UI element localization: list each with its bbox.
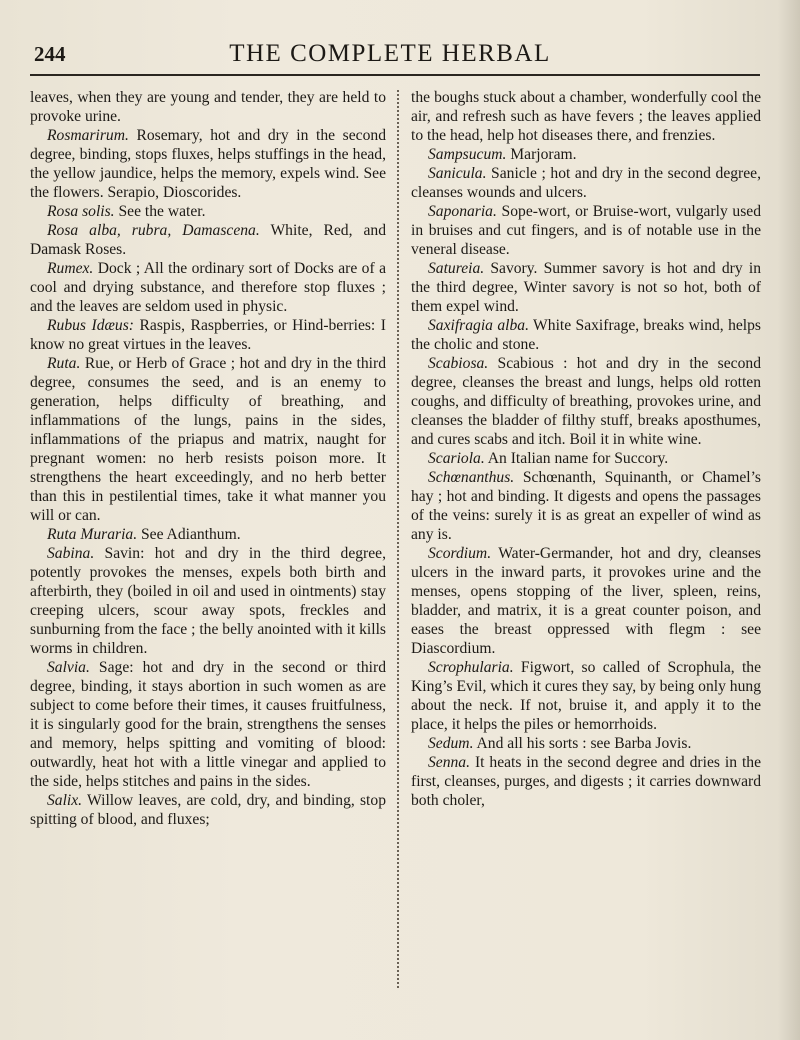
herb-entry (411, 753, 761, 810)
herb-entry (30, 221, 386, 259)
herb-entry (411, 145, 761, 164)
herb-latin-name: Scrophularia. (428, 659, 514, 676)
herb-entry (411, 259, 761, 316)
herb-entry (411, 354, 761, 449)
herb-entry (30, 126, 386, 202)
herb-entry (411, 164, 761, 202)
herb-latin-name: Scabiosa. (428, 355, 489, 372)
herb-latin-name: Sampsucum. (428, 146, 507, 163)
herb-description: Savin: hot and dry in the third degree, potently provokes the menses, expels both birth and afterbirth, they (boiled in oil and used in ointments) stay creeping ulcers, scour away spots, freckles and sunburning from the face ; the belly anointed with it kills worms in children. (30, 545, 386, 657)
running-head: THE COMPLETE HERBAL (229, 40, 551, 67)
herb-latin-name: Sanicula. (428, 165, 487, 182)
column-divider (397, 90, 399, 988)
herb-description: Sanicle ; hot and dry in the second degree, cleanses wounds and ulcers. (411, 165, 761, 201)
herb-entry (30, 658, 386, 791)
herb-description: Rosemary, hot and dry in the second degree, binding, stops fluxes, helps stuffings in the head, the yellow jaundice, helps the memory, expels wind. See the flowers. Serapio, Dioscorides. (30, 127, 386, 201)
herb-entry (30, 544, 386, 658)
herb-description: Scabious : hot and dry in the second degree, cleanses the breast and lungs, helps old rotten coughs, and difficulty of breathing, provokes urine, and cleanses the bladder of filthy stuff, breaks aposthumes, and cures scabs and itch. Boil it in white wine. (411, 355, 761, 448)
herb-latin-name: Scariola. (428, 450, 485, 467)
herb-description: And all his sorts : see Barba Jovis. (473, 735, 692, 752)
herb-description: leaves, when they are young and tender, they are held to provoke urine. (30, 89, 386, 125)
herb-latin-name: Saponaria. (428, 203, 497, 220)
herb-description: White, Red, and Damask Roses. (30, 222, 386, 258)
herb-entry (30, 791, 386, 829)
herb-latin-name: Salvia. (47, 659, 90, 676)
herb-entry (30, 259, 386, 316)
herb-description: the boughs stuck about a chamber, wonderfully cool the air, and refresh such as have fevers ; the leaves applied to the head, help hot diseases there, and frenzies. (411, 89, 761, 144)
herb-latin-name: Rosa alba, rubra, Damascena. (47, 222, 260, 239)
herb-entry (30, 354, 386, 525)
herb-description: See the water. (114, 203, 206, 220)
herb-description: It heats in the second degree and dries in the first, cleanses, purges, and digests ; it carries downward both choler, (411, 754, 761, 809)
herb-description: Rue, or Herb of Grace ; hot and dry in the third degree, consumes the seed, and is an enemy to generation, helps difficulty of breathing, and inflammations of the lungs, pains in the sides, inflammations of the priapus and matrix, naught for pregnant women: no herb resists poison more. It strengthens the heart exceedingly, and no herb better than this in pestilential times, take it what manner you will or can. (30, 355, 386, 524)
herb-entry (411, 734, 761, 753)
herb-entry (411, 544, 761, 658)
page-edge-shadow (778, 0, 800, 1040)
herb-description: White Saxifrage, breaks wind, helps the cholic and stone. (411, 317, 761, 353)
herb-latin-name: Senna. (428, 754, 471, 771)
herb-entry (411, 316, 761, 354)
right-column (411, 88, 761, 810)
herb-description: Sope-wort, or Bruise-wort, vulgarly used in bruises and cut fingers, and is of notable use in the veneral disease. (411, 203, 761, 258)
herb-latin-name: Schœnanthus. (428, 469, 515, 486)
herb-description: Willow leaves, are cold, dry, and binding, stop spitting of blood, and fluxes; (30, 792, 386, 828)
herb-latin-name: Rubus Idæus: (47, 317, 134, 334)
header-rule (30, 74, 760, 76)
herb-latin-name: Satureia. (428, 260, 485, 277)
page-header (30, 40, 750, 74)
herb-description: Figwort, so called of Scrophula, the King’s Evil, which it cures they say, by being only hung about the neck. If not, bruise it, and apply it to the place, it helps the piles or hemorrhoids. (411, 659, 761, 733)
herb-description: An Italian name for Succory. (484, 450, 669, 467)
page-number: 244 (34, 42, 66, 66)
herb-latin-name: Ruta. (47, 355, 81, 372)
herb-entry (30, 88, 386, 126)
herb-description: Water-Germander, hot and dry, cleanses ulcers in the inward parts, it provokes urine and the menses, opens stopping of the liver, spleen, reins, bladder, and matrix, it is a great counter poison, and eases the breast oppressed with flegm : see Diascordium. (411, 545, 761, 657)
herb-description: See Adianthum. (137, 526, 241, 543)
herb-entry (411, 202, 761, 259)
herb-description: Dock ; All the ordinary sort of Docks are of a cool and drying substance, and therefore stop fluxes ; and the leaves are seldom used in physic. (30, 260, 386, 315)
herb-entry (411, 658, 761, 734)
herb-latin-name: Scordium. (428, 545, 492, 562)
herb-entry (30, 316, 386, 354)
herb-latin-name: Sedum. (428, 735, 474, 752)
herb-description: Marjoram. (506, 146, 577, 163)
herb-entry (30, 202, 386, 221)
herb-entry (411, 88, 761, 145)
left-column (30, 88, 386, 829)
herb-latin-name: Sabina. (47, 545, 95, 562)
herb-latin-name: Ruta Muraria. (47, 526, 138, 543)
herb-entry (411, 468, 761, 544)
herb-latin-name: Salix. (47, 792, 83, 809)
herb-entry (411, 449, 761, 468)
herb-latin-name: Saxifragia alba. (428, 317, 529, 334)
herb-latin-name: Rosa solis. (47, 203, 115, 220)
herb-entry (30, 525, 386, 544)
herb-description: Sage: hot and dry in the second or third degree, binding, it stays abortion in such women as are subject to come before their times, it causes fruitfulness, it is singularly good for the brain, strengthens the senses and memory, helps spitting and vomiting of blood: outwardly, heat hot with a little vinegar and applied to the side, helps stitches and pains in the sides. (30, 659, 386, 790)
herb-description: Schœnanth, Squinanth, or Chamel’s hay ; hot and binding. It digests and opens the passages of the veins: surely it is as great an expeller of wind as any is. (411, 469, 761, 543)
herb-latin-name: Rosmarirum. (47, 127, 129, 144)
herb-latin-name: Rumex. (47, 260, 94, 277)
herb-description: Savory. Summer savory is hot and dry in the third degree, Winter savory is not so hot, both of them expel wind. (411, 260, 761, 315)
herb-description: Raspis, Raspberries, or Hind-berries: I know no great virtues in the leaves. (30, 317, 386, 353)
